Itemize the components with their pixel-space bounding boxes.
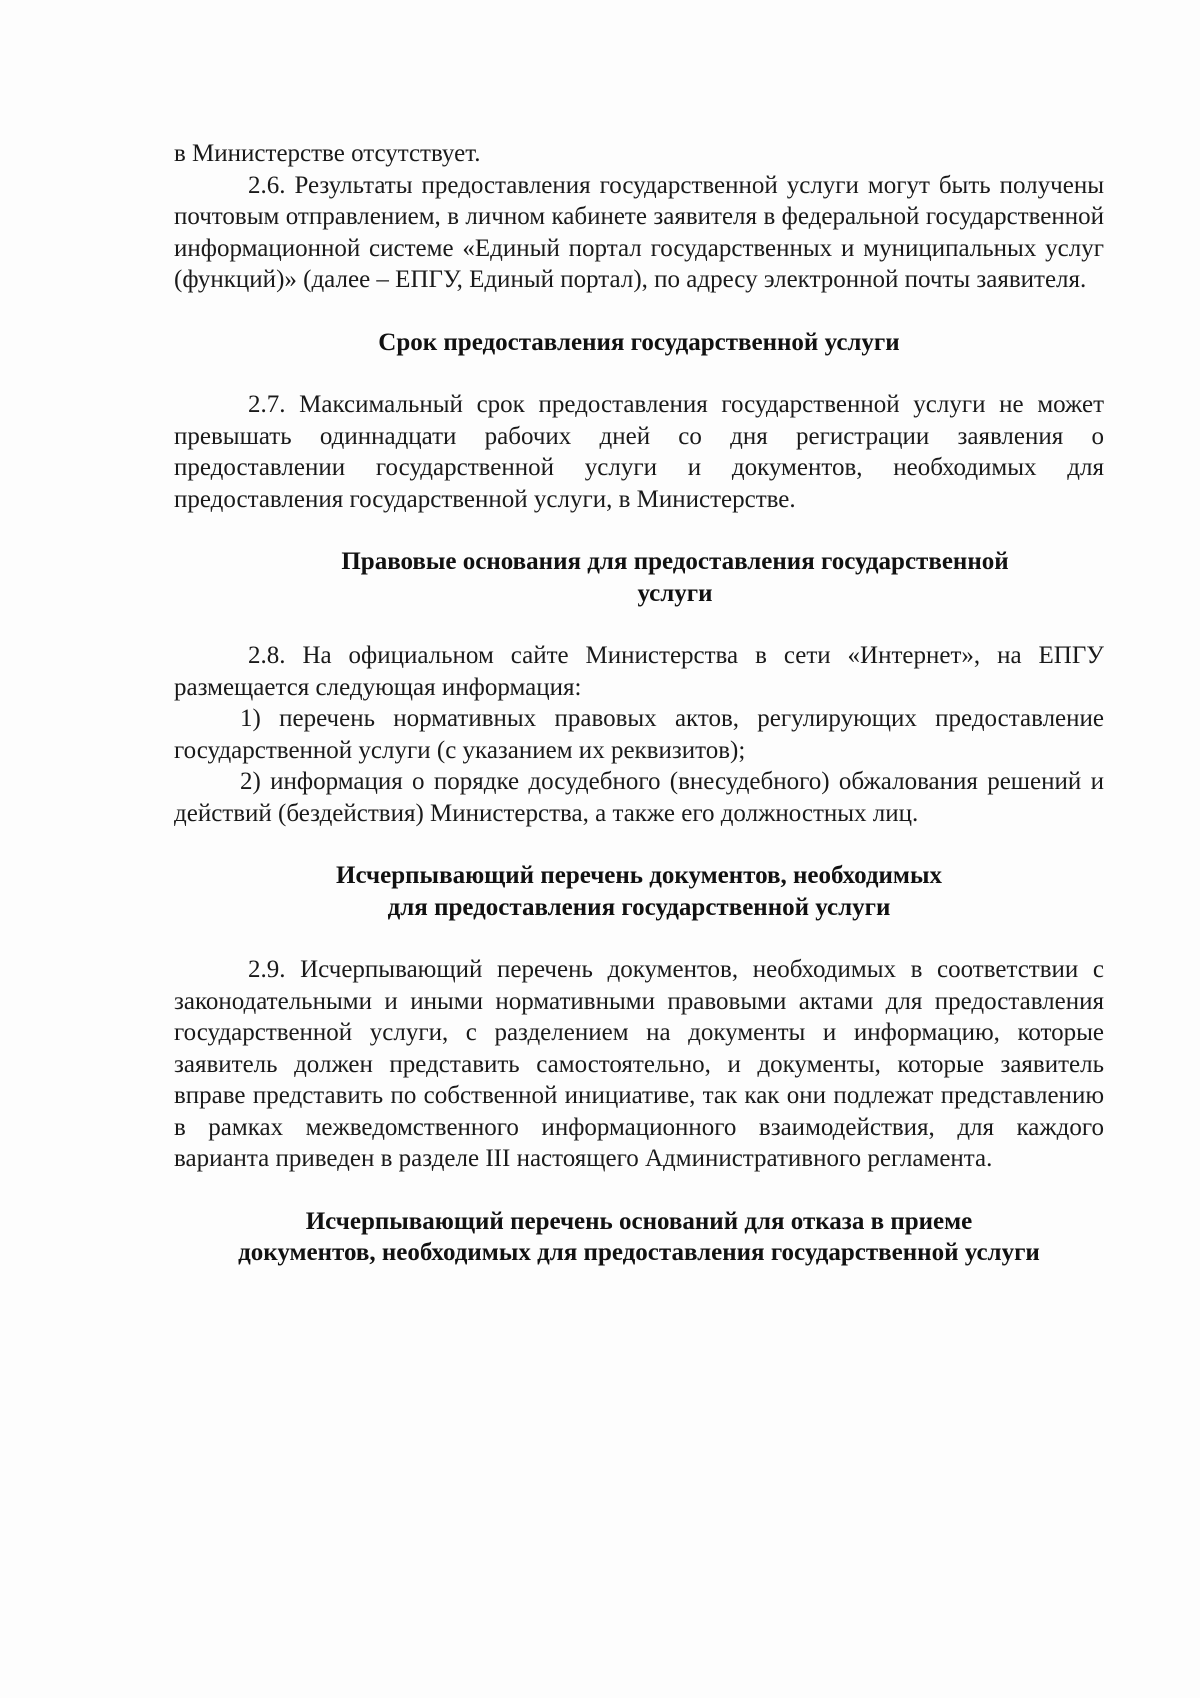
list-item-1: 1) перечень нормативных правовых актов, регулирующих предоставление государственной услуги (с указанием их реквизитов); [174,705,1104,764]
heading-legal-grounds-line1: Правовые основания для предоставления государственной [341,548,1009,575]
paragraph-2-6: 2.6. Результаты предоставления государственной услуги могут быть получены почтовым отправлением, в личном кабинете заявителя в федеральной государственной информационной системе «Единый портал государственных и муниципальных услуг (функций)» (далее – ЕПГУ, Единый портал), по адресу электронной почты заявителя. [174,171,1104,293]
list-item-2: 2) информация о порядке досудебного (внесудебного) обжалования решений и действий (бездействия) Министерства, а также его должностных лиц. [174,768,1104,827]
heading-legal-grounds-line2: услуги [637,579,713,607]
paragraph-2-9: 2.9. Исчерпывающий перечень документов, необходимых в соответствии с законодательными и иными нормативными правовыми актами для предоставления государственной услуги, с разделением на документы и информацию, которые заявитель должен представить самостоятельно, и документы, которые заявитель вправе представить по собственной инициативе, так как они подлежат представлению в рамках межведомственного информационного взаимодействия, для каждого варианта приведен в разделе III настоящего Административного регламента. [174,956,1104,1172]
heading-refusal-grounds [174,1206,1104,1269]
heading-documents-list [174,860,1104,923]
document-body [174,138,1104,1269]
heading-refusal-grounds-line2: документов, необходимых для предоставления государственной услуги [238,1239,1040,1266]
paragraph-2-8: 2.8. На официальном сайте Министерства в сети «Интернет», на ЕПГУ размещается следующая информация: [174,642,1104,701]
opening-line: в Министерстве отсутствует. [174,140,481,167]
heading-legal-grounds [174,546,1104,609]
heading-documents-list-line2: для предоставления государственной услуги [387,893,891,921]
heading-service-term: Срок предоставления государственной услуги [378,328,900,356]
heading-refusal-grounds-line1: Исчерпывающий перечень оснований для отказа в приеме [305,1207,973,1235]
heading-documents-list-line1: Исчерпывающий перечень документов, необходимых [336,862,942,889]
paragraph-2-7: 2.7. Максимальный срок предоставления государственной услуги не может превышать одиннадцати рабочих дней со дня регистрации заявления о предоставлении государственной услуги и документов, необходимых для предоставления государственной услуги, в Министерстве. [174,391,1104,513]
